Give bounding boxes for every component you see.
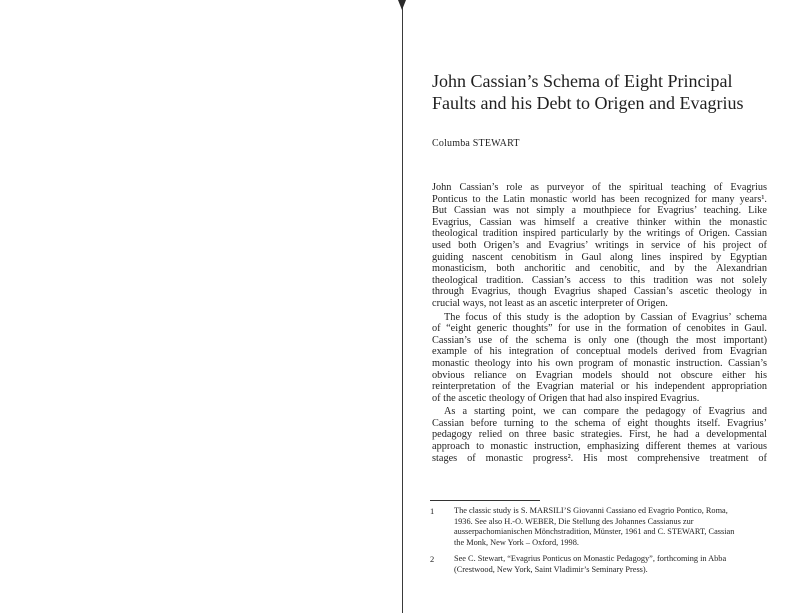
footnote (430, 554, 770, 575)
footnote-line: the Monk, New York – Oxford, 1998. (454, 537, 579, 547)
text-line: theological tradition. Cassian’s access to this tradition was not solely (432, 274, 767, 286)
text-line: crucial ways, not least as an ascetic interpreter of Origen. (432, 297, 668, 309)
text-line: guiding nascent cenobitism in Gaul along lines inspired by Egyptian (432, 251, 767, 263)
text-line: reinterpretation of the Evagrian material or his independent appropriation (432, 381, 767, 393)
text-line: stages of monastic progress². His most comprehensive treatment of (432, 452, 767, 464)
article-title (432, 70, 772, 114)
footnote-line: See C. Stewart, “Evagrius Ponticus on Monastic Pedagogy”, forthcoming in Abba (454, 554, 727, 564)
author-name: Columba STEWART (432, 138, 520, 149)
text-line: monastic theology into his own program of monastic instruction. Cassian’s (432, 357, 767, 369)
title-line: John Cassian’s Schema of Eight Principal (432, 71, 733, 91)
footnote-line: (Crestwood, New York, Saint Vladimir’s Seminary Press). (454, 564, 648, 574)
footnote-number: 2 (430, 554, 435, 565)
paragraph (432, 312, 767, 405)
article-body (432, 182, 767, 464)
footnote-line: The classic study is S. MARSILI’S Giovanni Cassiano ed Evagrio Pontico, Roma, (454, 506, 728, 515)
text-line: John Cassian’s role as purveyor of the spiritual teaching of Evagrius (432, 182, 767, 193)
crop-mark-icon (396, 0, 408, 12)
text-line: of the ascetic theology of Origen that had also inspired Evagrius. (432, 392, 700, 404)
text-line: monasticism, both anchoritic and cenobitic, and by the Alexandrian (432, 263, 767, 275)
paragraph (432, 182, 767, 310)
footnote-line: 1936. See also H.-O. WEBER, Die Stellung des Johannes Cassianus zur (454, 516, 694, 526)
text-line: example of his integration of conceptual models derived from Evagrian (432, 346, 767, 358)
footnote-number: 1 (430, 506, 435, 516)
footnote (430, 506, 770, 548)
text-line: Ponticus to the Latin monastic world has been recognized for many years¹. (432, 193, 767, 205)
text-line: approach to monastic instruction, emphasizing different themes at various (432, 441, 767, 453)
title-line: Faults and his Debt to Origen and Evagrius (432, 93, 744, 113)
text-line: Evagrius, Cassian was himself a creative thinker within the monastic (432, 216, 767, 228)
text-line: used both Origen’s and Evagrius’ writings in service of his project of (432, 239, 767, 251)
page-gutter-line (402, 0, 403, 613)
text-line: But Cassian was not simply a mouthpiece for Evagrius’ teaching. Like (432, 205, 767, 217)
text-line: Cassian’s use of the schema is only one (though the most important) (432, 334, 767, 346)
paragraph (432, 406, 767, 464)
text-line: through Evagrius, though Evagrius shaped Cassian’s ascetic theology in (432, 286, 767, 298)
text-line: Cassian before turning to the schema of eight thoughts itself. Evagrius’ (432, 417, 767, 429)
text-line: The focus of this study is the adoption by Cassian of Evagrius’ schema (444, 311, 767, 323)
footnote-line: ausserpachomianischen Mönchstradition, Münster, 1961 and C. STEWART, Cassian (454, 527, 735, 537)
footnote-divider (430, 500, 540, 501)
text-line: As a starting point, we can compare the pedagogy of Evagrius and (444, 406, 767, 418)
footnotes (430, 506, 770, 582)
text-line: obvious reliance on Evagrian models should not obscure either his (432, 369, 767, 381)
text-line: of “eight generic thoughts” for use in the formation of cenobites in Gaul. (432, 323, 767, 335)
text-line: theological tradition inspired particularly by the writings of Origen. Cassian (432, 228, 767, 240)
text-line: pedagogy relied on three basic strategies. First, he had a developmental (432, 429, 767, 441)
